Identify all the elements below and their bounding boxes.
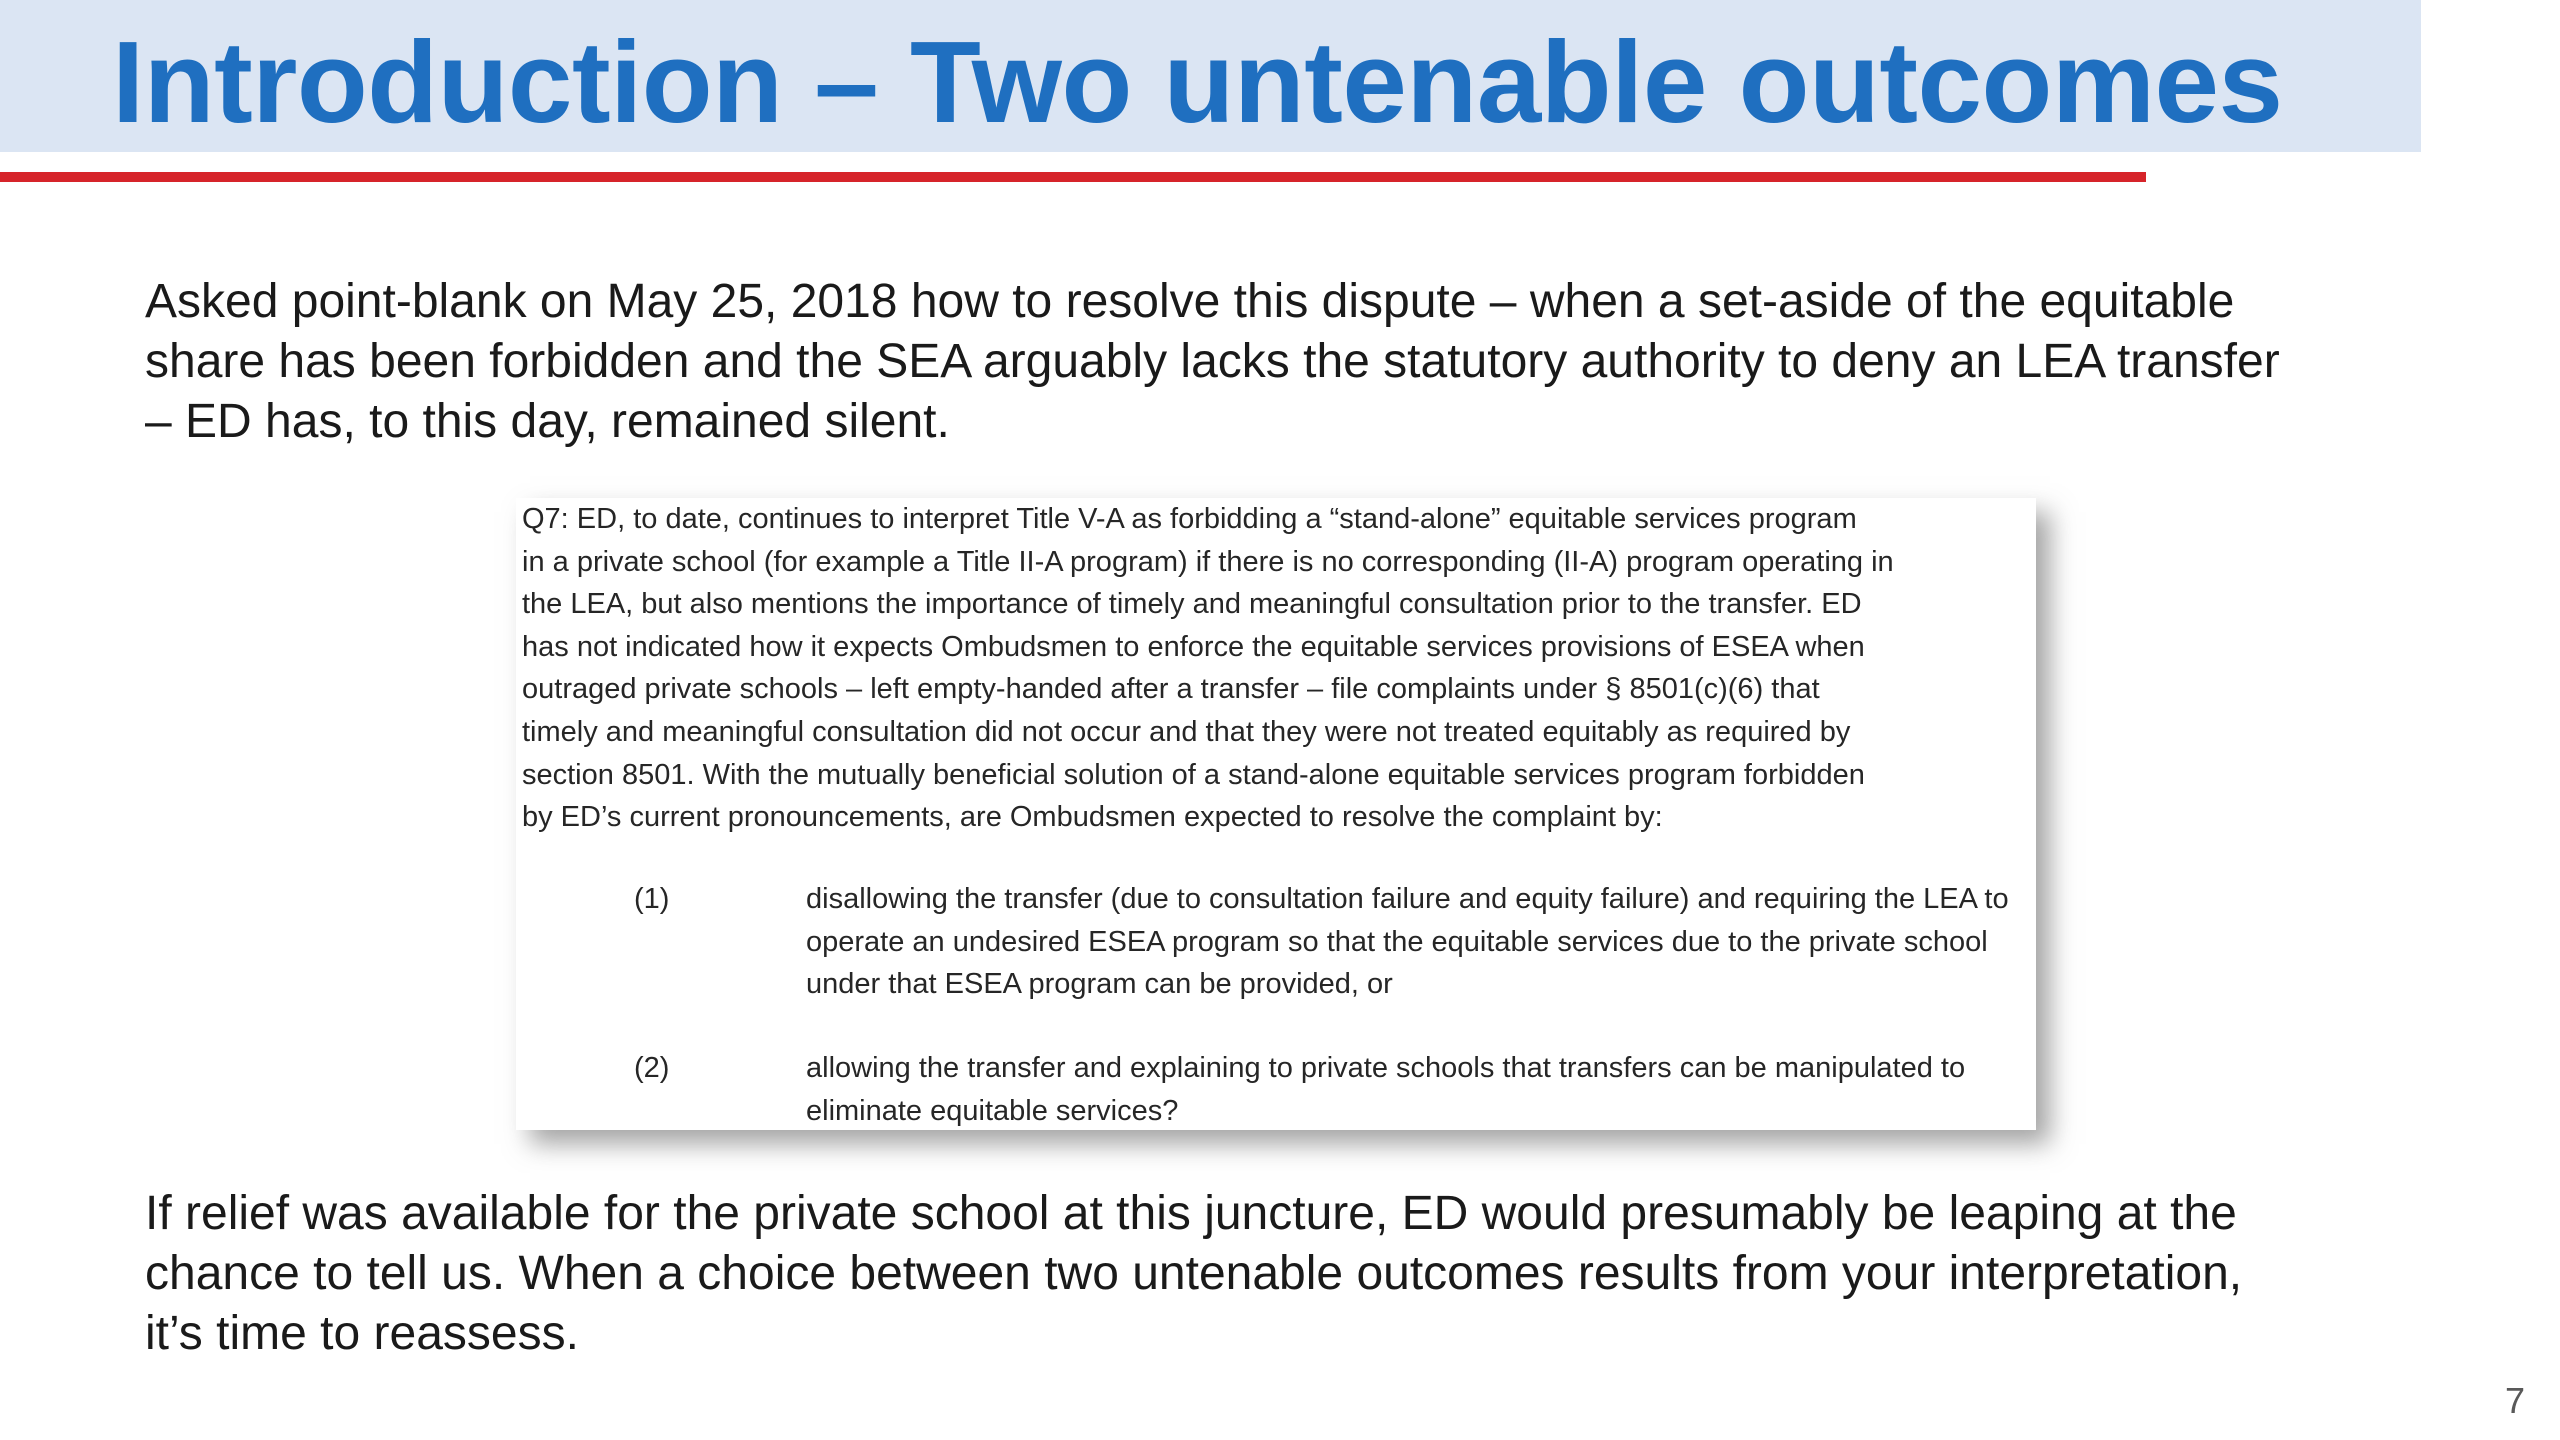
quoted-excerpt-image bbox=[516, 498, 2036, 1130]
option-number: (1) bbox=[634, 883, 670, 915]
excerpt-line: outraged private schools – left empty-handed after a transfer – file complaints under § 8501(c)(6) that bbox=[522, 673, 1820, 706]
excerpt-line: Q7: ED, to date, continues to interpret Title V-A as forbidding a “stand-alone” equitable services program bbox=[522, 503, 1857, 535]
option-line: eliminate equitable services? bbox=[806, 1094, 1179, 1127]
closing-line: chance to tell us. When a choice between two untenable outcomes results from your interpretation, bbox=[145, 1247, 2243, 1300]
excerpt-line: the LEA, but also mentions the importance of timely and meaningful consultation prior to the transfer. ED bbox=[522, 588, 1862, 621]
option-line: operate an undesired ESEA program so that the equitable services due to the private school bbox=[806, 925, 1988, 958]
excerpt-question bbox=[522, 498, 1894, 839]
closing-paragraph bbox=[145, 1184, 2435, 1364]
intro-paragraph bbox=[145, 272, 2425, 452]
page-number: 7 bbox=[2505, 1380, 2526, 1421]
title-underline bbox=[0, 172, 2146, 182]
option-number: (2) bbox=[634, 1052, 670, 1084]
excerpt-line: by ED’s current pronouncements, are Ombudsmen expected to resolve the complaint by: bbox=[522, 801, 1663, 834]
option-line: under that ESEA program can be provided, or bbox=[806, 968, 1393, 1001]
slide-title: Introduction – Two untenable outcomes bbox=[112, 17, 2283, 147]
excerpt-line: has not indicated how it expects Ombudsmen to enforce the equitable services provisions of ESEA when bbox=[522, 630, 1865, 663]
closing-line: If relief was available for the private school at this juncture, ED would presumably be leaping at the bbox=[145, 1187, 2237, 1240]
excerpt-line: timely and meaningful consultation did not occur and that they were not treated equitably as required by bbox=[522, 715, 1851, 748]
closing-line: it’s time to reassess. bbox=[145, 1307, 579, 1360]
option-text bbox=[806, 878, 2009, 1006]
excerpt-line: section 8501. With the mutually beneficial solution of a stand-alone equitable services program forbidden bbox=[522, 758, 1865, 791]
option-line: disallowing the transfer (due to consultation failure and equity failure) and requiring the LEA to bbox=[806, 883, 2009, 915]
option-text bbox=[806, 1047, 1965, 1130]
option-line: allowing the transfer and explaining to private schools that transfers can be manipulated to bbox=[806, 1052, 1966, 1084]
intro-line: – ED has, to this day, remained silent. bbox=[145, 395, 950, 448]
excerpt-line: in a private school (for example a Title II-A program) if there is no corresponding (II-A) program operating in bbox=[522, 545, 1894, 578]
intro-line: Asked point-blank on May 25, 2018 how to resolve this dispute – when a set-aside of the equitable bbox=[145, 275, 2235, 328]
intro-line: share has been forbidden and the SEA arguably lacks the statutory authority to deny an LEA transfer bbox=[145, 335, 2280, 388]
